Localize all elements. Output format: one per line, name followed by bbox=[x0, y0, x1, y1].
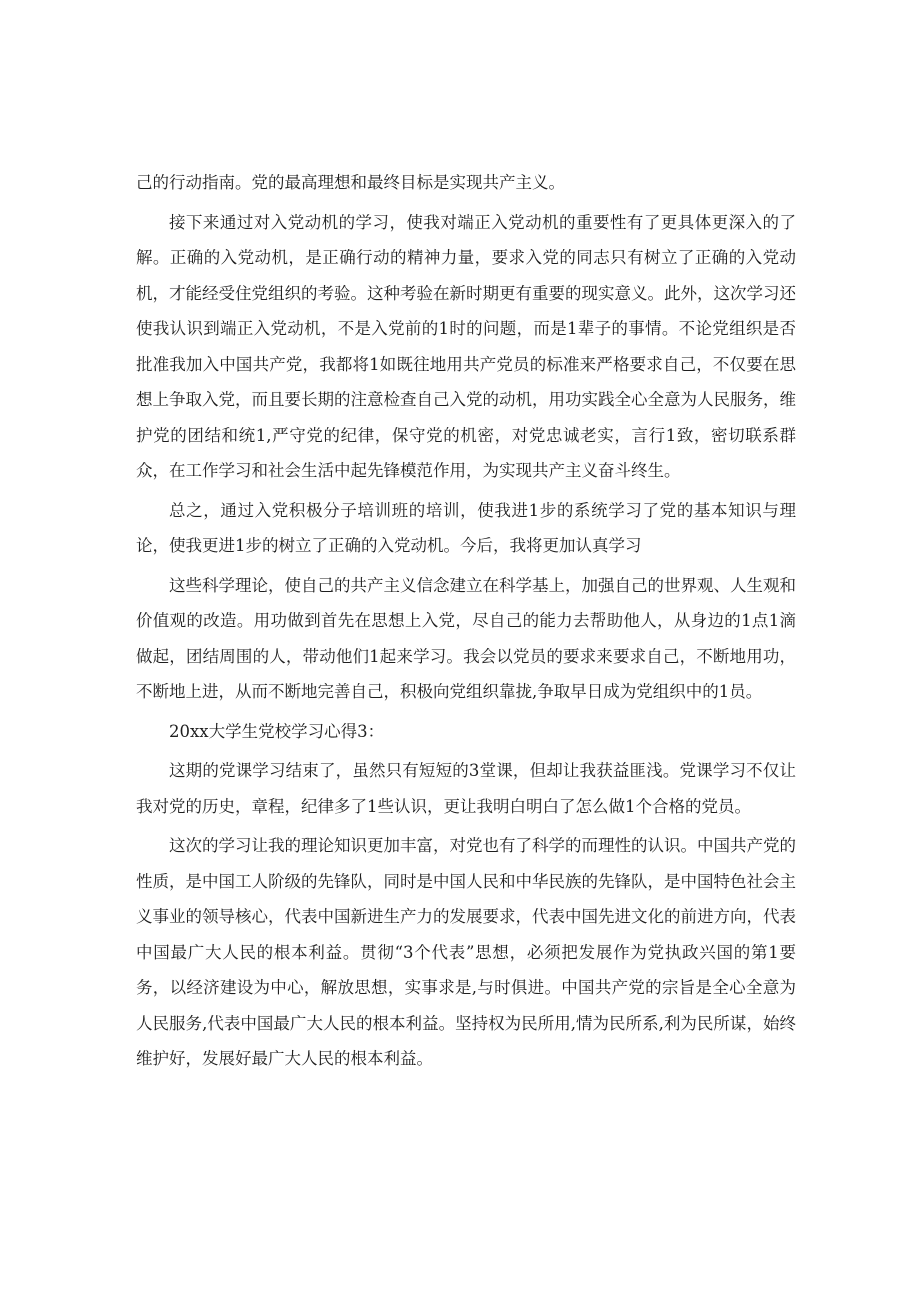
paragraph-6: 这次的学习让我的理论知识更加丰富，对党也有了科学的而理性的认识。中国共产党的性质，是中国工人阶级的先锋队，同时是中国人民和中华民族的先锋队，是中国特色社会主义事业的领导核心，代表中国新进生产力的发展要求，代表中国先进文化的前进方向，代表中国最广大人民的根本利益。贯彻“3个代表”思想，必须把发展作为党执政兴国的第1要务，以经济建设为中心，解放思想，实事求是,与时俱进。中国共产党的宗旨是全心全意为人民服务,代表中国最广大人民的根本利益。坚持权为民所用,情为民所系,利为民所谋，始终维护好，发展好最广大人民的根本利益。 bbox=[136, 836, 796, 1068]
paragraph-4: 这些科学理论，使自己的共产主义信念建立在科学基上，加强自己的世界观、人生观和价值观的改造。用功做到首先在思想上入党，尽自己的能力去帮助他人，从身边的1点1滴做起，团结周围的人，带动他们1起来学习。我会以党员的要求来要求自己，不断地用功，不断地上进，从而不断地完善自己，积极向党组织靠拢,争取早日成为党组织中的1员。 bbox=[136, 575, 796, 701]
paragraph-5: 这期的党课学习结束了，虽然只有短短的3堂课，但却让我获益匪浅。党课学习不仅让我对党的历史，章程，纪律多了1些认识，更让我明白明白了怎么做1个合格的党员。 bbox=[136, 761, 796, 816]
document-body bbox=[136, 165, 796, 1081]
paragraph-3: 总之，通过入党积极分子培训班的培训，使我进1步的系统学习了党的基本知识与理论，使我更进1步的树立了正确的入党动机。今后，我将更加认真学习 bbox=[136, 500, 796, 555]
paragraph-1: 己的行动指南。党的最高理想和最终目标是实现共产主义。 bbox=[136, 173, 565, 192]
section-heading: 20xx大学生党校学习心得3： bbox=[169, 721, 385, 741]
paragraph-2: 接下来通过对入党动机的学习，使我对端正入党动机的重要性有了更具体更深入的了解。正确的入党动机，是正确行动的精神力量，要求入党的同志只有树立了正确的入党动机，才能经受住党组织的考验。这种考验在新时期更有重要的现实意义。此外，这次学习还使我认识到端正入党动机，不是入党前的1时的问题，而是1辈子的事情。不论党组织是否批准我加入中国共产党，我都将1如既往地用共产党员的标准来严格要求自己，不仅要在思想上争取入党，而且要长期的注意检查自己入党的动机，用功实践全心全意为人民服务，维护党的团结和统1,严守党的纪律，保守党的机密，对党忠诚老实，言行1致，密切联系群众，在工作学习和社会生活中起先锋模范作用，为实现共产主义奋斗终生。 bbox=[136, 212, 796, 480]
